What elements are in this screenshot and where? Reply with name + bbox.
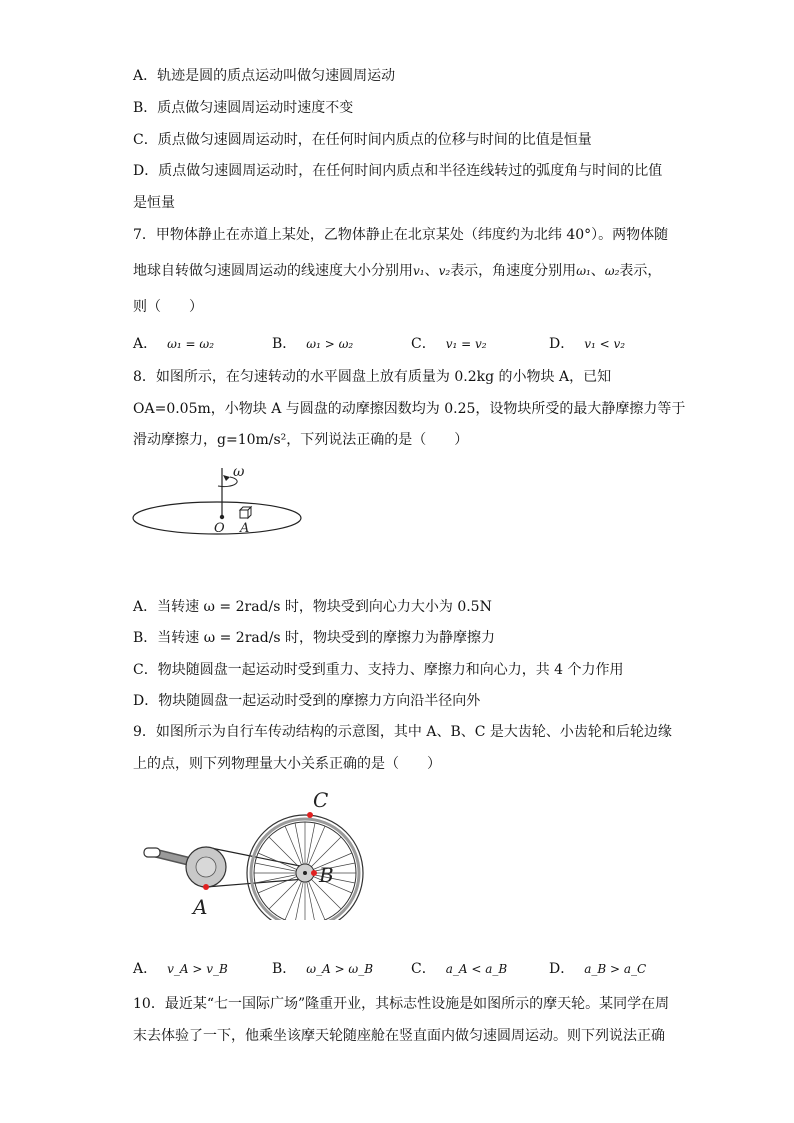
omega-label: ω — [233, 464, 245, 480]
q7-text-a: 地球自转做匀速圆周运动的线速度大小分别用 — [133, 263, 413, 279]
q8-option-a: A．当转速 ω = 2rad/s 时，物块受到向心力大小为 0.5N — [133, 599, 492, 615]
q9-option-a: A． v_A > v_B — [133, 961, 228, 977]
center-point — [220, 515, 224, 519]
point-a-label: A — [240, 521, 250, 536]
q7-option-b: B． ω₁ > ω₂ — [272, 336, 354, 352]
q8-stem-line2: OA=0.05m，小物块 A 与圆盘的动摩擦因数均为 0.25，设物块所受的最大静摩擦力等于 — [133, 401, 686, 417]
q7-stem-line1: 7．甲物体静止在赤道上某处，乙物体静止在北京某处（纬度约为北纬 40°）。两物体随 — [133, 227, 669, 243]
q9-option-d: D． a_B > a_C — [549, 961, 647, 977]
point-a-label: A — [193, 895, 208, 919]
q7-stem-line2 — [133, 262, 661, 280]
q8-option-b: B．当转速 ω = 2rad/s 时，物块受到的摩擦力为静摩擦力 — [133, 630, 496, 646]
q8-option-c: C．物块随圆盘一起运动时受到重力、支持力、摩擦力和向心力，共 4 个力作用 — [133, 662, 624, 678]
q7-sep1: 、 — [424, 263, 439, 279]
q8-option-d: D．物块随圆盘一起运动时受到的摩擦力方向沿半径向外 — [133, 693, 481, 709]
q7-stem-line3: 则（ ） — [133, 299, 203, 315]
q7-w1: ω₁ — [576, 264, 591, 278]
q6-option-a: A．轨迹是圆的质点运动叫做匀速圆周运动 — [133, 68, 396, 84]
point-o-label: O — [214, 521, 225, 536]
q8-stem-line1: 8．如图所示，在匀速转动的水平圆盘上放有质量为 0.2kg 的小物块 A，已知 — [133, 369, 612, 385]
q9-option-c: C． a_A < a_B — [411, 961, 508, 977]
q10-stem-line2: 末去体验了一下，他乘坐该摩天轮随座舱在竖直面内做匀速圆周运动。则下列说法正确 — [133, 1028, 665, 1044]
q7-v1: v₁ — [413, 264, 425, 278]
q6-option-c: C．质点做匀速圆周运动时，在任何时间内质点的位移与时间的比值是恒量 — [133, 132, 592, 148]
bicycle-transmission-figure — [140, 785, 380, 920]
q10-stem-line1: 10．最近某“七一国际广场”隆重开业，其标志性设施是如图所示的摩天轮。某同学在周 — [133, 996, 670, 1012]
point-c-label: C — [313, 788, 329, 812]
q7-text-c: 表示， — [619, 263, 662, 279]
point-c-marker — [307, 812, 313, 818]
point-b-label: B — [319, 863, 334, 887]
point-a-marker — [203, 884, 209, 890]
q6-option-b: B．质点做匀速圆周运动时速度不变 — [133, 100, 354, 116]
rear-wheel — [247, 815, 363, 920]
q9-options — [133, 958, 653, 978]
q7-option-a: A． ω₁ = ω₂ — [133, 336, 214, 352]
q7-options — [133, 333, 653, 353]
q7-option-c: C． v₁ = v₂ — [411, 336, 487, 352]
small-block — [240, 507, 251, 518]
point-b-marker — [311, 870, 317, 876]
q7-text-b: 表示，角速度分别用 — [450, 263, 577, 279]
q7-sep2: 、 — [590, 263, 605, 279]
q8-stem-line3: 滑动摩擦力，g=10m/s²，下列说法正确的是（ ） — [133, 432, 469, 448]
q9-stem-line2: 上的点，则下列物理量大小关系正确的是（ ） — [133, 756, 441, 772]
q7-w2: ω₂ — [604, 264, 620, 278]
q6-option-d: D．质点做匀速圆周运动时，在任何时间内质点和半径连线转过的弧度角与时间的比值 — [133, 163, 663, 179]
rotation-arrow-head — [223, 475, 230, 481]
q6-option-d-continued: 是恒量 — [133, 195, 175, 211]
q7-v2: v₂ — [438, 264, 451, 278]
q7-option-d: D． v₁ < v₂ — [549, 336, 626, 352]
rotating-disk-figure — [130, 460, 310, 545]
q9-option-b: B． ω_A > ω_B — [272, 961, 374, 977]
q9-stem-line1: 9．如图所示为自行车传动结构的示意图，其中 A、B、C 是大齿轮、小齿轮和后轮边缘 — [133, 724, 672, 740]
